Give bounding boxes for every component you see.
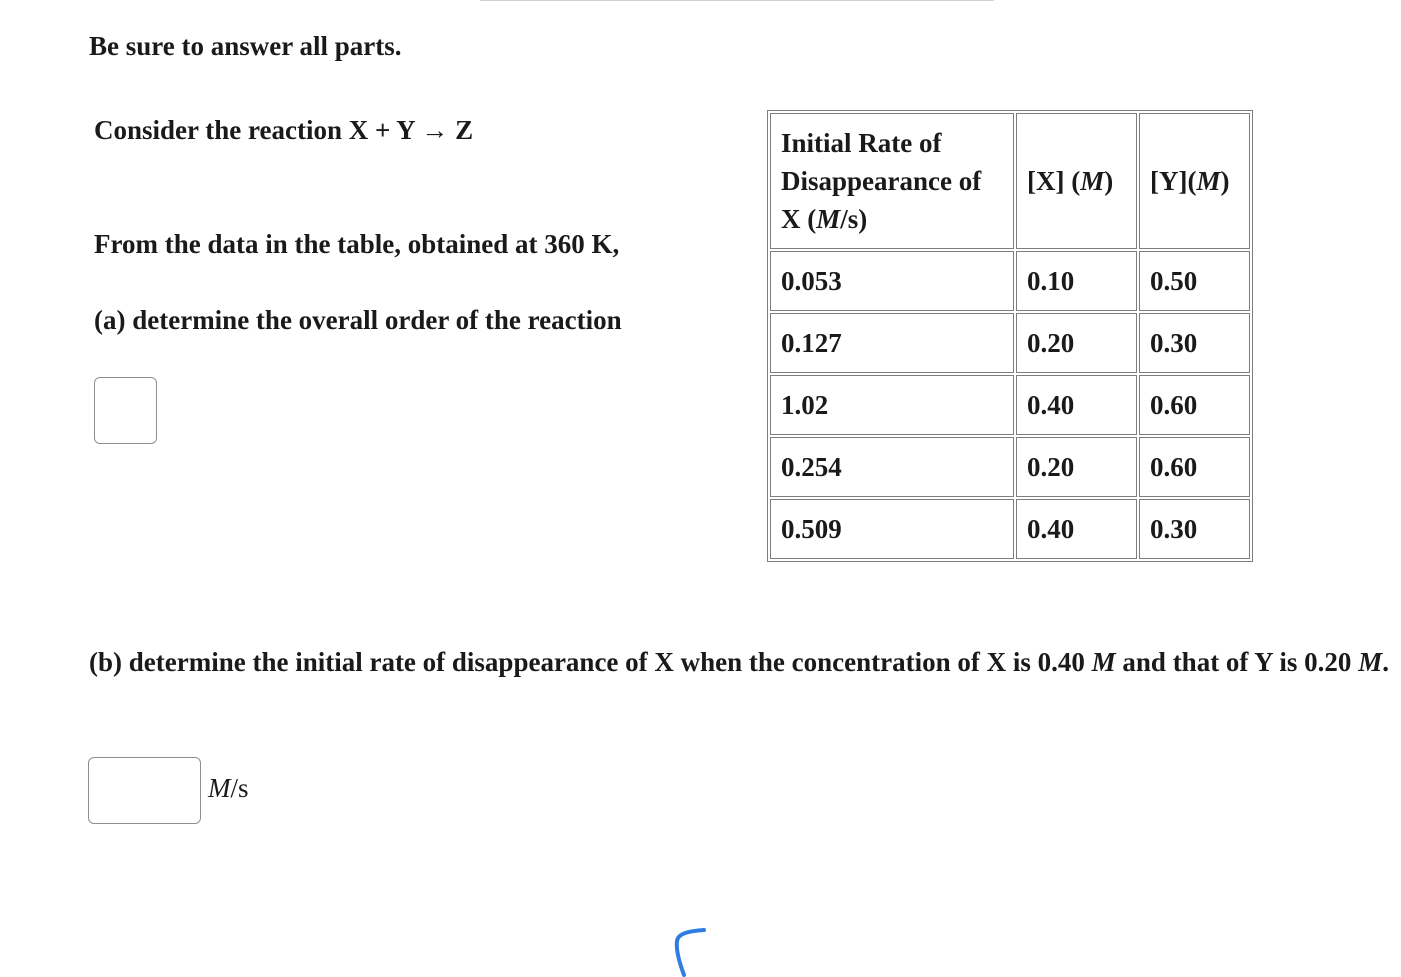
header-y-unit: M <box>1196 166 1221 196</box>
cell-x: 0.40 <box>1016 499 1137 559</box>
header-x-unit: M <box>1080 166 1105 196</box>
cell-x: 0.20 <box>1016 437 1137 497</box>
part-b-prompt <box>89 643 1389 681</box>
reaction-equation: X + Y → Z <box>348 115 474 145</box>
header-y-concentration <box>1139 113 1250 249</box>
header-rate-line3 <box>781 200 1003 238</box>
reaction-prefix: Consider the reaction <box>94 115 349 145</box>
table-row <box>770 375 1250 435</box>
rate-data-table <box>767 110 1253 562</box>
cell-x: 0.10 <box>1016 251 1137 311</box>
part-b-answer-input[interactable] <box>88 757 201 824</box>
part-b-prompt-start: (b) determine the initial rate of disappearance of X when the concentration of X is 0.40 <box>89 647 1092 677</box>
header-rate-line3-text: X ( <box>781 204 817 234</box>
reaction-statement <box>94 111 473 149</box>
header-y-tail: ) <box>1220 166 1230 196</box>
part-a-prompt: (a) determine the overall order of the reaction <box>94 305 622 335</box>
top-divider <box>480 0 994 1</box>
cell-rate: 0.053 <box>770 251 1014 311</box>
table-row <box>770 437 1250 497</box>
cell-x: 0.40 <box>1016 375 1137 435</box>
header-x-concentration <box>1016 113 1137 249</box>
table-header-row <box>770 113 1250 249</box>
part-b-unit-2: M <box>1358 647 1383 677</box>
header-rate-unit: M <box>816 204 841 234</box>
cell-rate: 0.254 <box>770 437 1014 497</box>
part-b-unit-1: M <box>1091 647 1116 677</box>
cell-rate: 0.509 <box>770 499 1014 559</box>
part-b-prompt-end: . <box>1382 647 1389 677</box>
cell-y: 0.60 <box>1139 437 1250 497</box>
unit-label-tail: /s <box>230 773 249 803</box>
table-row <box>770 251 1250 311</box>
context-text: From the data in the table, obtained at 360 K, <box>94 229 620 259</box>
header-rate-line3-tail: /s) <box>840 204 868 234</box>
cell-rate: 0.127 <box>770 313 1014 373</box>
header-x-tail: ) <box>1104 166 1114 196</box>
part-b-prompt-mid: and that of Y is 0.20 <box>1115 647 1359 677</box>
header-rate-line1: Initial Rate of <box>781 128 942 158</box>
cell-y: 0.50 <box>1139 251 1250 311</box>
part-b-unit-label <box>208 769 249 807</box>
header-x-text: [X] ( <box>1027 166 1081 196</box>
part-a-answer-input[interactable] <box>94 377 157 444</box>
table-row <box>770 313 1250 373</box>
table-row <box>770 499 1250 559</box>
cell-x: 0.20 <box>1016 313 1137 373</box>
header-rate-line2: Disappearance of <box>781 166 982 196</box>
cell-rate: 1.02 <box>770 375 1014 435</box>
cell-y: 0.30 <box>1139 499 1250 559</box>
cell-y: 0.60 <box>1139 375 1250 435</box>
instruction-text: Be sure to answer all parts. <box>89 31 402 61</box>
pen-stroke-icon <box>668 925 712 977</box>
unit-label-italic: M <box>208 773 231 803</box>
cell-y: 0.30 <box>1139 313 1250 373</box>
header-y-text: [Y]( <box>1150 166 1197 196</box>
header-initial-rate <box>770 113 1014 249</box>
